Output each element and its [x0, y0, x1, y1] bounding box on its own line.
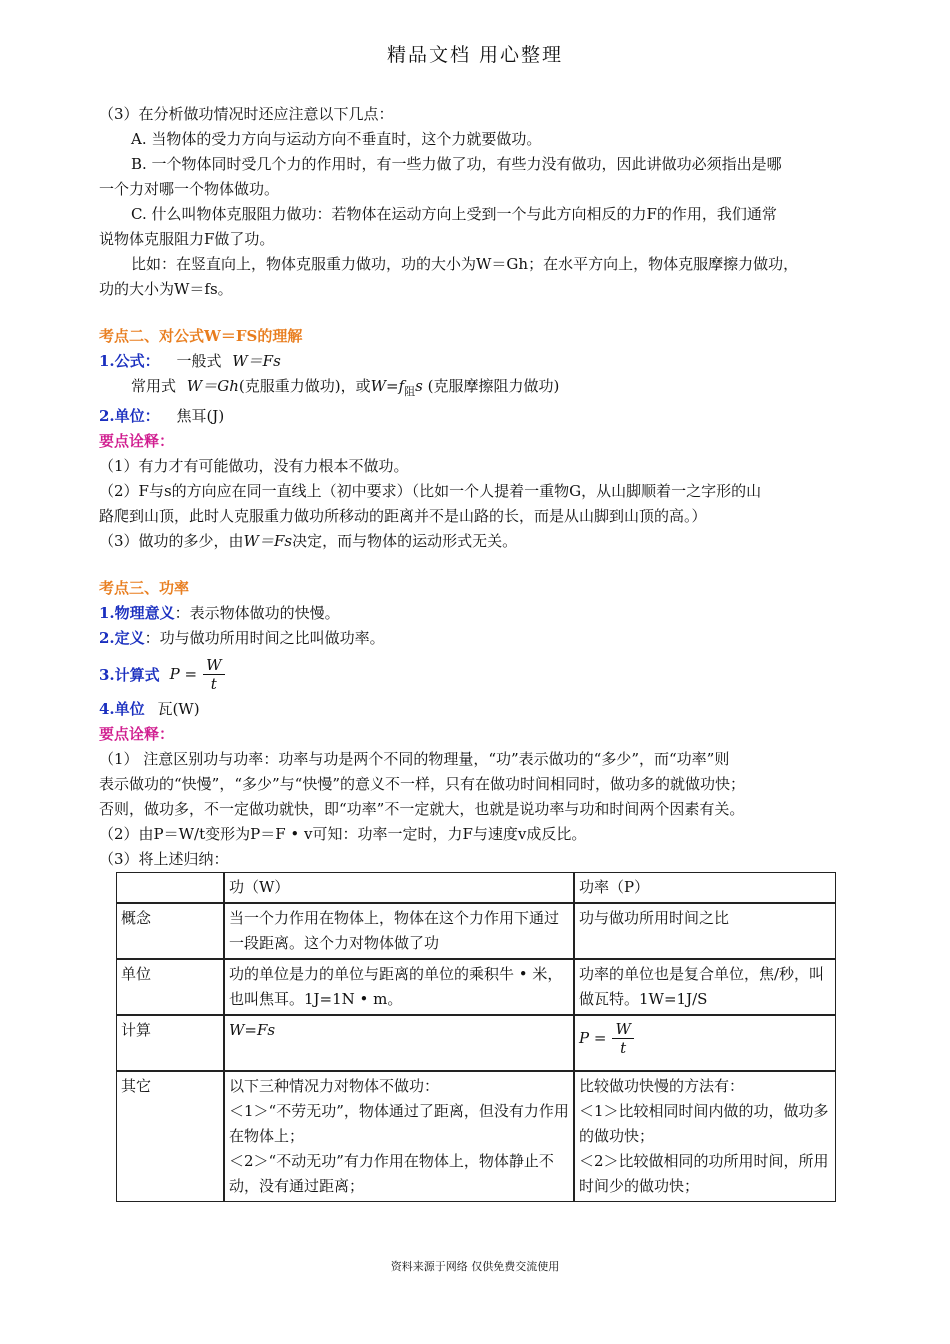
- paragraph: [99, 529, 859, 554]
- formula: W＝Fs: [232, 352, 281, 370]
- formula: W=f: [370, 377, 405, 395]
- numerator: W: [612, 1020, 633, 1039]
- unit-line: [99, 404, 859, 429]
- paragraph: （1）有力才有可能做功，没有力根本不做功。: [99, 457, 409, 475]
- paragraph: 一个力对哪一个物体做功。: [99, 180, 280, 198]
- table-row: [116, 903, 836, 959]
- unit-line: [99, 697, 859, 722]
- formula: W＝Fs: [243, 532, 293, 550]
- formula-common: [99, 374, 859, 404]
- power-formula: [170, 656, 225, 693]
- table-cell: [116, 872, 224, 903]
- paragraph: 功的大小为W＝fs。: [99, 280, 233, 298]
- table-row: [116, 1015, 836, 1071]
- section-title: 考点二、对公式W＝FS的理解: [99, 327, 303, 345]
- paragraph: （2）由P＝W/t变形为P＝F • v可知：功率一定时，力F与速度v成反比。: [99, 825, 587, 843]
- table-cell: W=Fs: [224, 1015, 574, 1071]
- paragraph: 比如：在竖直向上，物体克服重力做功，功的大小为W＝Gh；在水平方向上，物体克服摩擦力做功，: [131, 255, 799, 273]
- text: 决定，而与物体的运动形式无关。: [292, 532, 518, 550]
- table-cell: [574, 1071, 836, 1202]
- text: (克服重力做功)，或: [238, 377, 371, 395]
- cell-line: ＜2＞比较做相同的功所用时间，所用时间少的做功快；: [579, 1152, 829, 1195]
- text: （3）做功的多少，由: [99, 532, 244, 550]
- definition-line: [99, 626, 859, 651]
- page-header: 精品文档 用心整理: [386, 44, 564, 66]
- paragraph: 表示做功的“快慢”，“多少”与“快慢”的意义不一样，只有在做功时间相同时，做功多的就做功快；: [99, 775, 746, 793]
- table-cell: 功的单位是力的单位与距离的单位的乘积牛 • 米，也叫焦耳。1J=1N • m。: [224, 959, 574, 1015]
- table-cell: 其它: [116, 1071, 224, 1202]
- text: (克服摩擦阻力做功): [427, 377, 560, 395]
- section-title: 考点三、功率: [99, 579, 190, 597]
- paragraph: （2）F与s的方向应在同一直线上（初中要求）（比如一个人提着一重物G，从山脚顺着一之字形的山: [99, 482, 762, 500]
- formula-general: [99, 349, 859, 374]
- label: 1.物理意义: [99, 604, 175, 622]
- paragraph: 路爬到山顶，此时人克服重力做功所移动的距离并不是山路的长，而是从山脚到山顶的高。）: [99, 507, 707, 525]
- text: 常用式: [131, 377, 177, 395]
- table-cell: [224, 1071, 574, 1202]
- denominator: t: [620, 1039, 627, 1057]
- notes-label: 要点诠释：: [99, 432, 175, 450]
- paragraph: 说物体克服阻力F做了功。: [99, 230, 275, 248]
- cell-line: 比较做功快慢的方法有：: [579, 1077, 745, 1095]
- table-cell: 当一个力作用在物体上，物体在这个力作用下通过一段距离。这个力对物体做了功: [224, 903, 574, 959]
- label: 2.定义: [99, 629, 145, 647]
- paragraph: 否则，做功多，不一定做功就快，即“功率”不一定就大，也就是说功率与功和时间两个因素有关。: [99, 800, 745, 818]
- table-row: [116, 872, 836, 903]
- numerator: W: [203, 656, 224, 675]
- denominator: t: [210, 674, 217, 693]
- label: 1.公式：: [99, 352, 160, 370]
- label: 4.单位: [99, 700, 145, 718]
- text: ：表示物体做功的快慢。: [174, 604, 340, 622]
- comparison-table: [116, 872, 836, 1202]
- formula-lhs: P =: [579, 1029, 607, 1047]
- text: 瓦(W): [157, 700, 200, 718]
- calc-line: [99, 651, 859, 697]
- cell-line: 以下三种情况力对物体不做功：: [229, 1077, 440, 1095]
- table-header: 功（W）: [224, 872, 574, 903]
- label: 2.单位：: [99, 407, 160, 425]
- cell-line: ＜2＞“不动无功”有力作用在物体上，物体静止不动，没有通过距离；: [229, 1152, 554, 1195]
- meaning-line: [99, 601, 859, 626]
- fraction: [203, 656, 224, 693]
- formula-lhs: P =: [169, 665, 198, 683]
- formula: W＝Gh: [186, 377, 239, 395]
- text: 焦耳(J): [176, 407, 225, 425]
- table-row: [116, 1071, 836, 1202]
- table-cell: 功率的单位也是复合单位，焦/秒，叫做瓦特。1W=1J/S: [574, 959, 836, 1015]
- fraction: [612, 1020, 633, 1057]
- paragraph: A. 当物体的受力方向与运动方向不垂直时，这个力就要做功。: [131, 130, 542, 148]
- table-cell: 概念: [116, 903, 224, 959]
- text: ：功与做功所用时间之比叫做功率。: [144, 629, 385, 647]
- notes-label: 要点诠释：: [99, 725, 175, 743]
- label: 3.计算式: [99, 665, 160, 684]
- paragraph: （1） 注意区别功与功率：功率与功是两个不同的物理量，“功”表示做功的“多少”，而“功率”则: [99, 750, 730, 768]
- table-header: 功率（P）: [574, 872, 836, 903]
- subscript: 阻: [404, 385, 416, 398]
- cell-line: ＜1＞比较相同时间内做的功，做功多的做功快；: [579, 1102, 829, 1145]
- page-footer: 资料来源于网络 仅供免费交流使用: [390, 1260, 560, 1273]
- document-body: [99, 102, 859, 872]
- table-cell: 计算: [116, 1015, 224, 1071]
- power-formula: [579, 1020, 634, 1057]
- table-row: [116, 959, 836, 1015]
- paragraph: （3）在分析做功情况时还应注意以下几点：: [99, 105, 394, 123]
- table-cell: 功与做功所用时间之比: [574, 903, 836, 959]
- formula: s: [415, 377, 423, 395]
- cell-line: ＜1＞“不劳无功”，物体通过了距离，但没有力作用在物体上；: [229, 1102, 569, 1145]
- text: 一般式: [176, 352, 222, 370]
- paragraph: （3）将上述归纳：: [99, 850, 229, 868]
- paragraph: C. 什么叫物体克服阻力做功：若物体在运动方向上受到一个与此方向相反的力F的作用，我们通常: [131, 205, 777, 223]
- table-cell: [574, 1015, 836, 1071]
- table-cell: 单位: [116, 959, 224, 1015]
- paragraph: B. 一个物体同时受几个力的作用时，有一些力做了功，有些力没有做功，因此讲做功必须指出是哪: [131, 155, 782, 173]
